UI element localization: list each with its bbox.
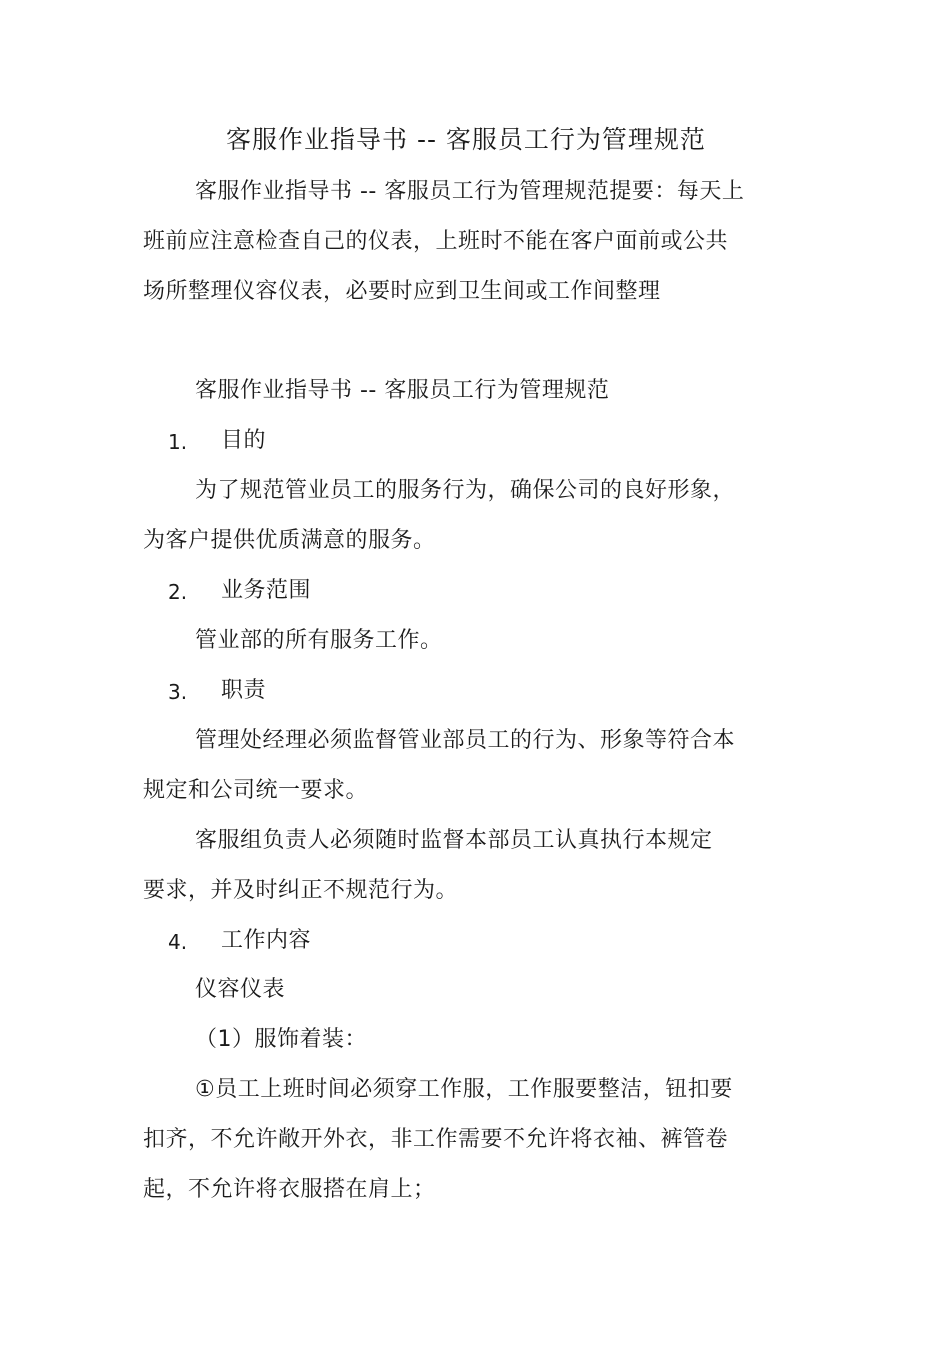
paragraph-line: 客服组负责人必须随时监督本部员工认真执行本规定 xyxy=(195,828,713,853)
paragraph-line: 管理处经理必须监督管业部员工的行为、形象等符合本 xyxy=(195,728,736,753)
paragraph-line: ①员工上班时间必须穿工作服，工作服要整洁，钮扣要 xyxy=(195,1077,733,1102)
paragraph-line: 扣齐，不允许敞开外衣，非工作需要不允许将衣袖、裤管卷 xyxy=(143,1127,729,1152)
section-number: 3. xyxy=(168,680,188,704)
summary-line: 场所整理仪容仪表，必要时应到卫生间或工作间整理 xyxy=(143,279,661,304)
section-title: 业务范围 xyxy=(221,578,312,603)
summary-line: 客服作业指导书 -- 客服员工行为管理规范提要：每天上 xyxy=(195,179,745,204)
paragraph-line: 起，不允许将衣服搭在肩上； xyxy=(143,1177,436,1202)
summary-line: 班前应注意检查自己的仪表，上班时不能在客户面前或公共 xyxy=(143,229,729,254)
section-number: 2. xyxy=(168,580,188,604)
section-title: 目的 xyxy=(221,428,267,453)
section-title: 工作内容 xyxy=(221,928,312,953)
paragraph-line: 仪容仪表 xyxy=(195,977,286,1002)
paragraph-line: 要求，并及时纠正不规范行为。 xyxy=(143,878,459,903)
paragraph-line: 为了规范管业员工的服务行为，确保公司的良好形象， xyxy=(195,478,736,503)
section-number: 1. xyxy=(168,430,188,454)
paragraph-line: 为客户提供优质满意的服务。 xyxy=(143,528,436,553)
section-heading: 客服作业指导书 -- 客服员工行为管理规范 xyxy=(195,378,610,403)
paragraph-line: 规定和公司统一要求。 xyxy=(143,778,369,803)
document-title: 客服作业指导书 -- 客服员工行为管理规范 xyxy=(226,125,706,154)
section-title: 职责 xyxy=(221,678,267,703)
paragraph-line: 管业部的所有服务工作。 xyxy=(195,628,443,653)
paragraph-line: （1）服饰着装： xyxy=(195,1027,367,1052)
section-number: 4. xyxy=(168,930,188,954)
